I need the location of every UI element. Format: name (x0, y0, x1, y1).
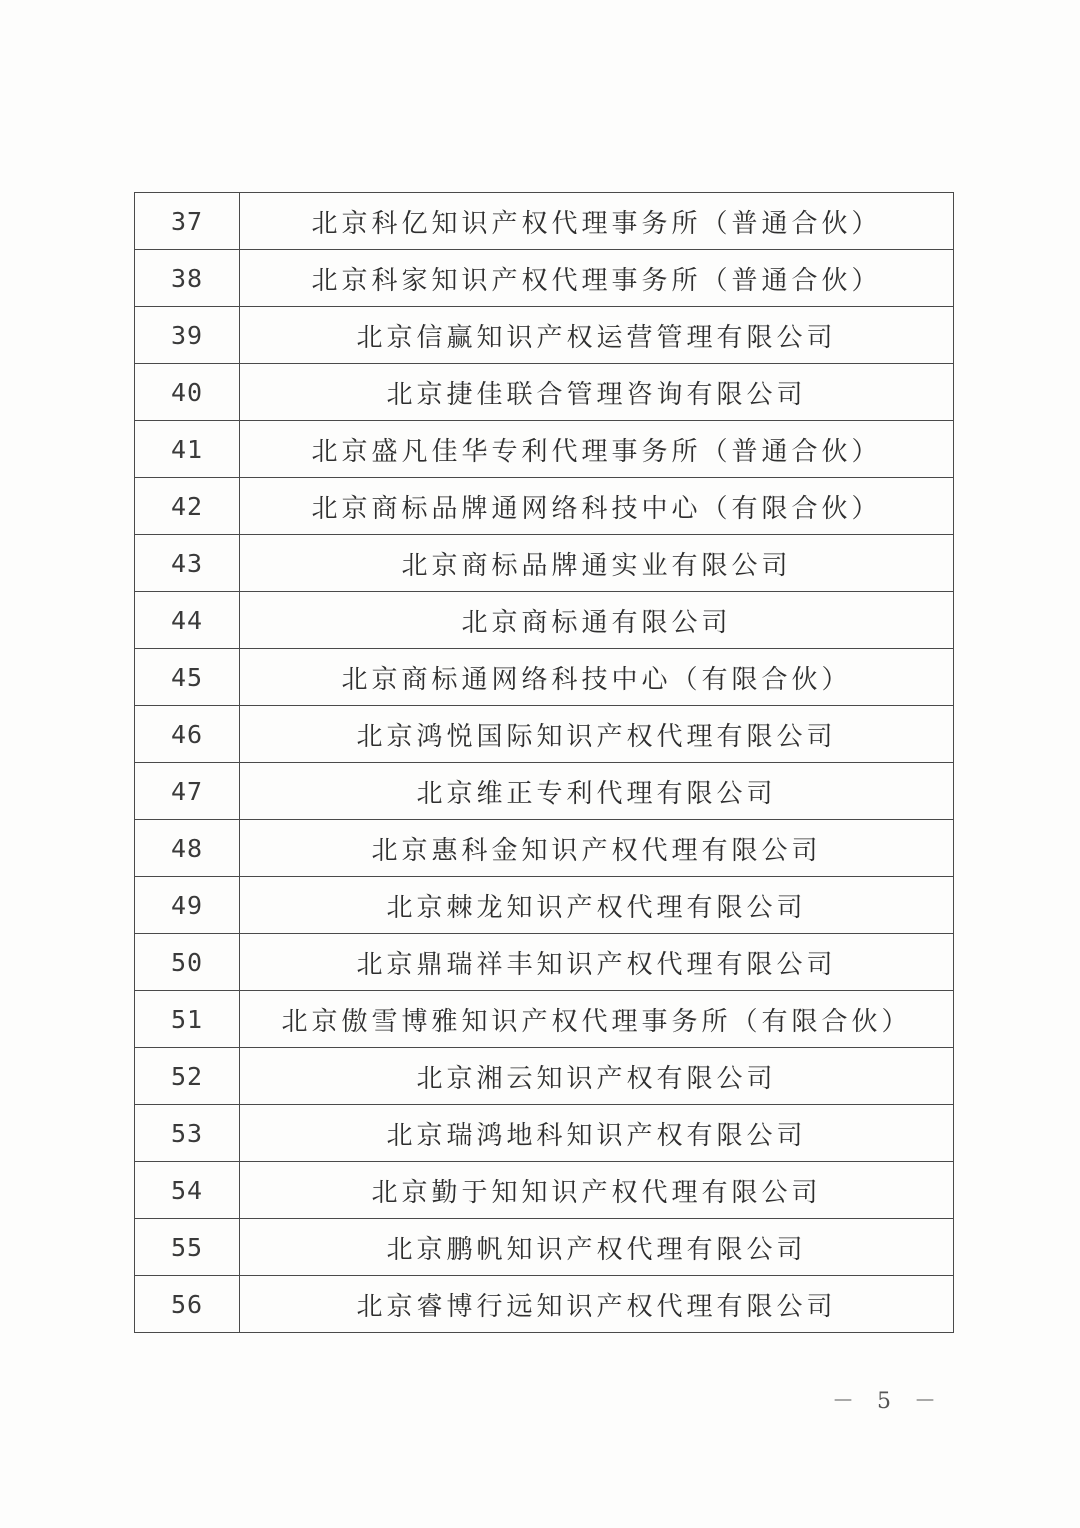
table-row (135, 307, 954, 364)
row-number: 38 (135, 250, 240, 307)
page-number: － 5 － (832, 1389, 944, 1414)
table-row (135, 991, 954, 1048)
organization-name: 北京鹏帆知识产权代理有限公司 (240, 1219, 954, 1276)
table-row (135, 535, 954, 592)
organization-name: 北京维正专利代理有限公司 (240, 763, 954, 820)
row-number: 49 (135, 877, 240, 934)
organization-name: 北京科亿知识产权代理事务所（普通合伙） (240, 193, 954, 250)
row-number: 40 (135, 364, 240, 421)
organization-name: 北京睿博行远知识产权代理有限公司 (240, 1276, 954, 1333)
table-row (135, 820, 954, 877)
organization-name: 北京盛凡佳华专利代理事务所（普通合伙） (240, 421, 954, 478)
table-row (135, 934, 954, 991)
table-row (135, 1276, 954, 1333)
row-number: 39 (135, 307, 240, 364)
row-number: 50 (135, 934, 240, 991)
organization-name: 北京鼎瑞祥丰知识产权代理有限公司 (240, 934, 954, 991)
row-number: 51 (135, 991, 240, 1048)
table-row (135, 1162, 954, 1219)
organization-name: 北京湘云知识产权有限公司 (240, 1048, 954, 1105)
organization-name: 北京傲雪博雅知识产权代理事务所（有限合伙） (240, 991, 954, 1048)
row-number: 52 (135, 1048, 240, 1105)
row-number: 43 (135, 535, 240, 592)
row-number: 45 (135, 649, 240, 706)
table-row (135, 706, 954, 763)
organization-table (134, 192, 954, 1333)
table-row (135, 1219, 954, 1276)
table-row (135, 193, 954, 250)
table-row (135, 1048, 954, 1105)
organization-name: 北京科家知识产权代理事务所（普通合伙） (240, 250, 954, 307)
table-row (135, 763, 954, 820)
organization-name: 北京商标通有限公司 (240, 592, 954, 649)
row-number: 54 (135, 1162, 240, 1219)
organization-name: 北京商标品牌通网络科技中心（有限合伙） (240, 478, 954, 535)
row-number: 41 (135, 421, 240, 478)
organization-name: 北京勤于知知识产权代理有限公司 (240, 1162, 954, 1219)
row-number: 56 (135, 1276, 240, 1333)
row-number: 42 (135, 478, 240, 535)
organization-name: 北京瑞鸿地科知识产权有限公司 (240, 1105, 954, 1162)
table-row (135, 877, 954, 934)
row-number: 55 (135, 1219, 240, 1276)
organization-name: 北京商标通网络科技中心（有限合伙） (240, 649, 954, 706)
table-row (135, 592, 954, 649)
organization-name: 北京信赢知识产权运营管理有限公司 (240, 307, 954, 364)
table-row (135, 364, 954, 421)
table-row (135, 649, 954, 706)
organization-name: 北京鸿悦国际知识产权代理有限公司 (240, 706, 954, 763)
table-row (135, 421, 954, 478)
organization-name: 北京惠科金知识产权代理有限公司 (240, 820, 954, 877)
row-number: 53 (135, 1105, 240, 1162)
row-number: 46 (135, 706, 240, 763)
row-number: 48 (135, 820, 240, 877)
organization-name: 北京捷佳联合管理咨询有限公司 (240, 364, 954, 421)
table-body (135, 193, 954, 1333)
table-row (135, 478, 954, 535)
organization-name: 北京棘龙知识产权代理有限公司 (240, 877, 954, 934)
table-row (135, 1105, 954, 1162)
row-number: 37 (135, 193, 240, 250)
row-number: 44 (135, 592, 240, 649)
organization-name: 北京商标品牌通实业有限公司 (240, 535, 954, 592)
row-number: 47 (135, 763, 240, 820)
table-row (135, 250, 954, 307)
